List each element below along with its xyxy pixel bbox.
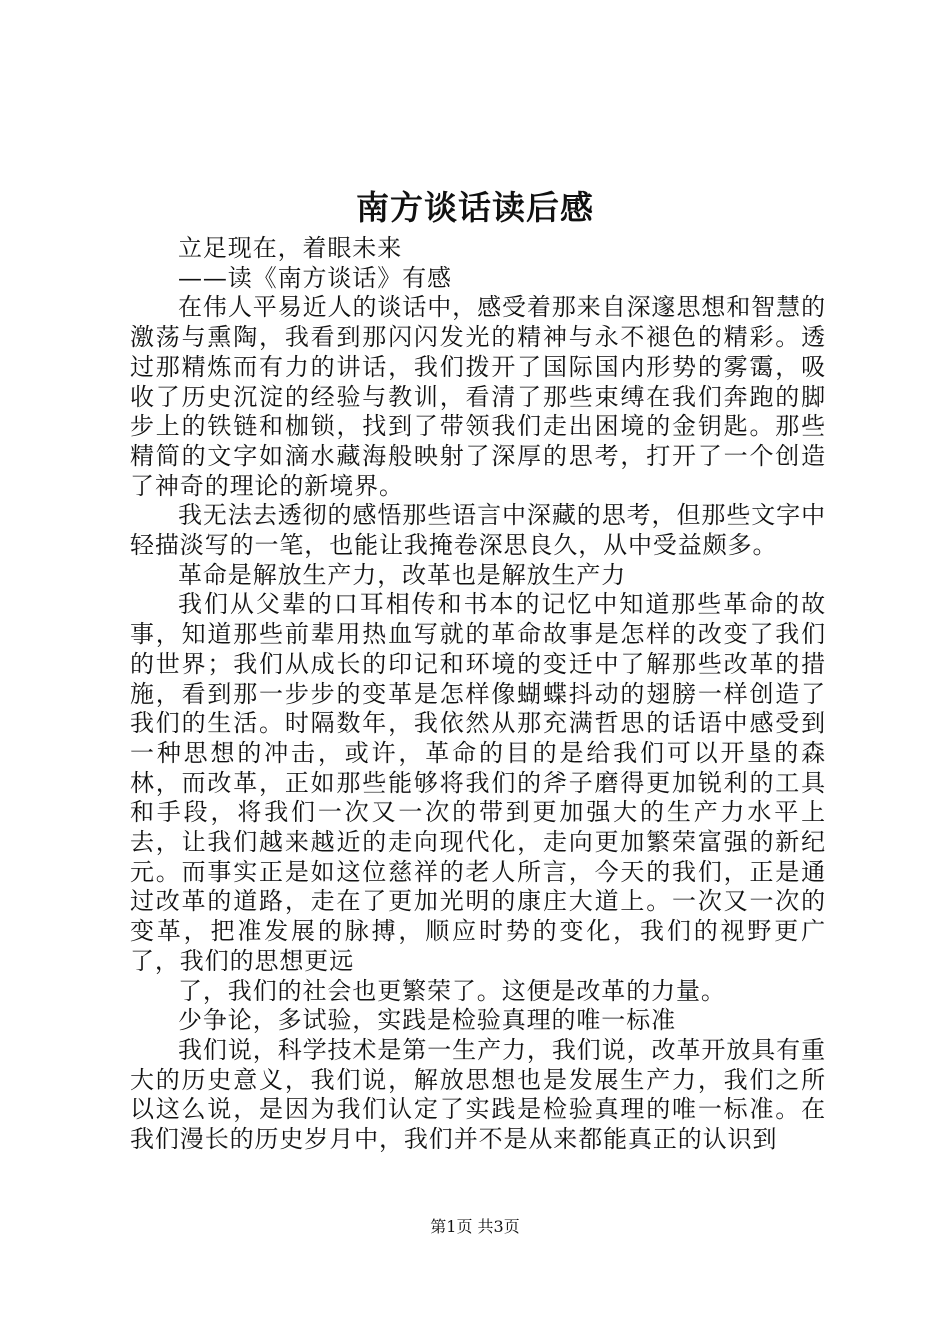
section-heading: 革命是解放生产力，改革也是解放生产力	[178, 560, 627, 589]
subtitle-source-line: ——读《南方谈话》有感	[178, 263, 452, 292]
section-heading: 少争论，多试验，实践是检验真理的唯一标准	[178, 1006, 676, 1035]
page-footer: 第1页 共3页	[430, 1217, 520, 1236]
paragraph: 我们从父辈的口耳相传和书本的记忆中知道那些革命的故事，知道那些前辈用热血写就的革命故事是怎样的改变了我们的世界；我们从成长的印记和环境的变迁中了解那些改革的措施，看到那一步步的变革是怎样像蝴蝶抖动的翅膀一样创造了我们的生活。时隔数年，我依然从那充满哲思的话语中感受到一种思想的冲击，或许，革命的目的是给我们可以开垦的森林，而改革，正如那些能够将我们的斧子磨得更加锐利的工具和手段，将我们一次又一次的带到更加强大的生产力水平上去，让我们越来越近的走向现代化，走向更加繁荣富强的新纪元。而事实正是如这位慈祥的老人所言，今天的我们，正是通过改革的道路，走在了更加光明的康庄大道上。一次又一次的变革，把准发展的脉搏，顺应时势的变化，我们的视野更广了，我们的思想更远	[130, 590, 826, 975]
paragraph: 在伟人平易近人的谈话中，感受着那来自深邃思想和智慧的激荡与熏陶，我看到那闪闪发光的精神与永不褪色的精彩。透过那精炼而有力的讲话，我们拨开了国际国内形势的雾霭，吸收了历史沉淀的经验与教训，看清了那些束缚在我们奔跑的脚步上的铁链和枷锁，找到了带领我们走出困境的金钥匙。那些精简的文字如滴水藏海般映射了深厚的思考，打开了一个创造了神奇的理论的新境界。	[130, 293, 826, 500]
document-title: 南方谈话读后感	[356, 188, 594, 227]
paragraph: 了，我们的社会也更繁荣了。这便是改革的力量。	[178, 976, 726, 1005]
paragraph: 我们说，科学技术是第一生产力，我们说，改革开放具有重大的历史意义，我们说，解放思想也是发展生产力，我们之所以这么说，是因为我们认定了实践是检验真理的唯一标准。在我们漫长的历史岁月中，我们并不是从来都能真正的认识到	[130, 1035, 826, 1154]
document-body	[130, 234, 826, 1155]
paragraph: 我无法去透彻的感悟那些语言中深藏的思考，但那些文字中轻描淡写的一笔，也能让我掩卷深思良久，从中受益颇多。	[130, 501, 826, 560]
subtitle-line: 立足现在，着眼未来	[178, 234, 403, 262]
